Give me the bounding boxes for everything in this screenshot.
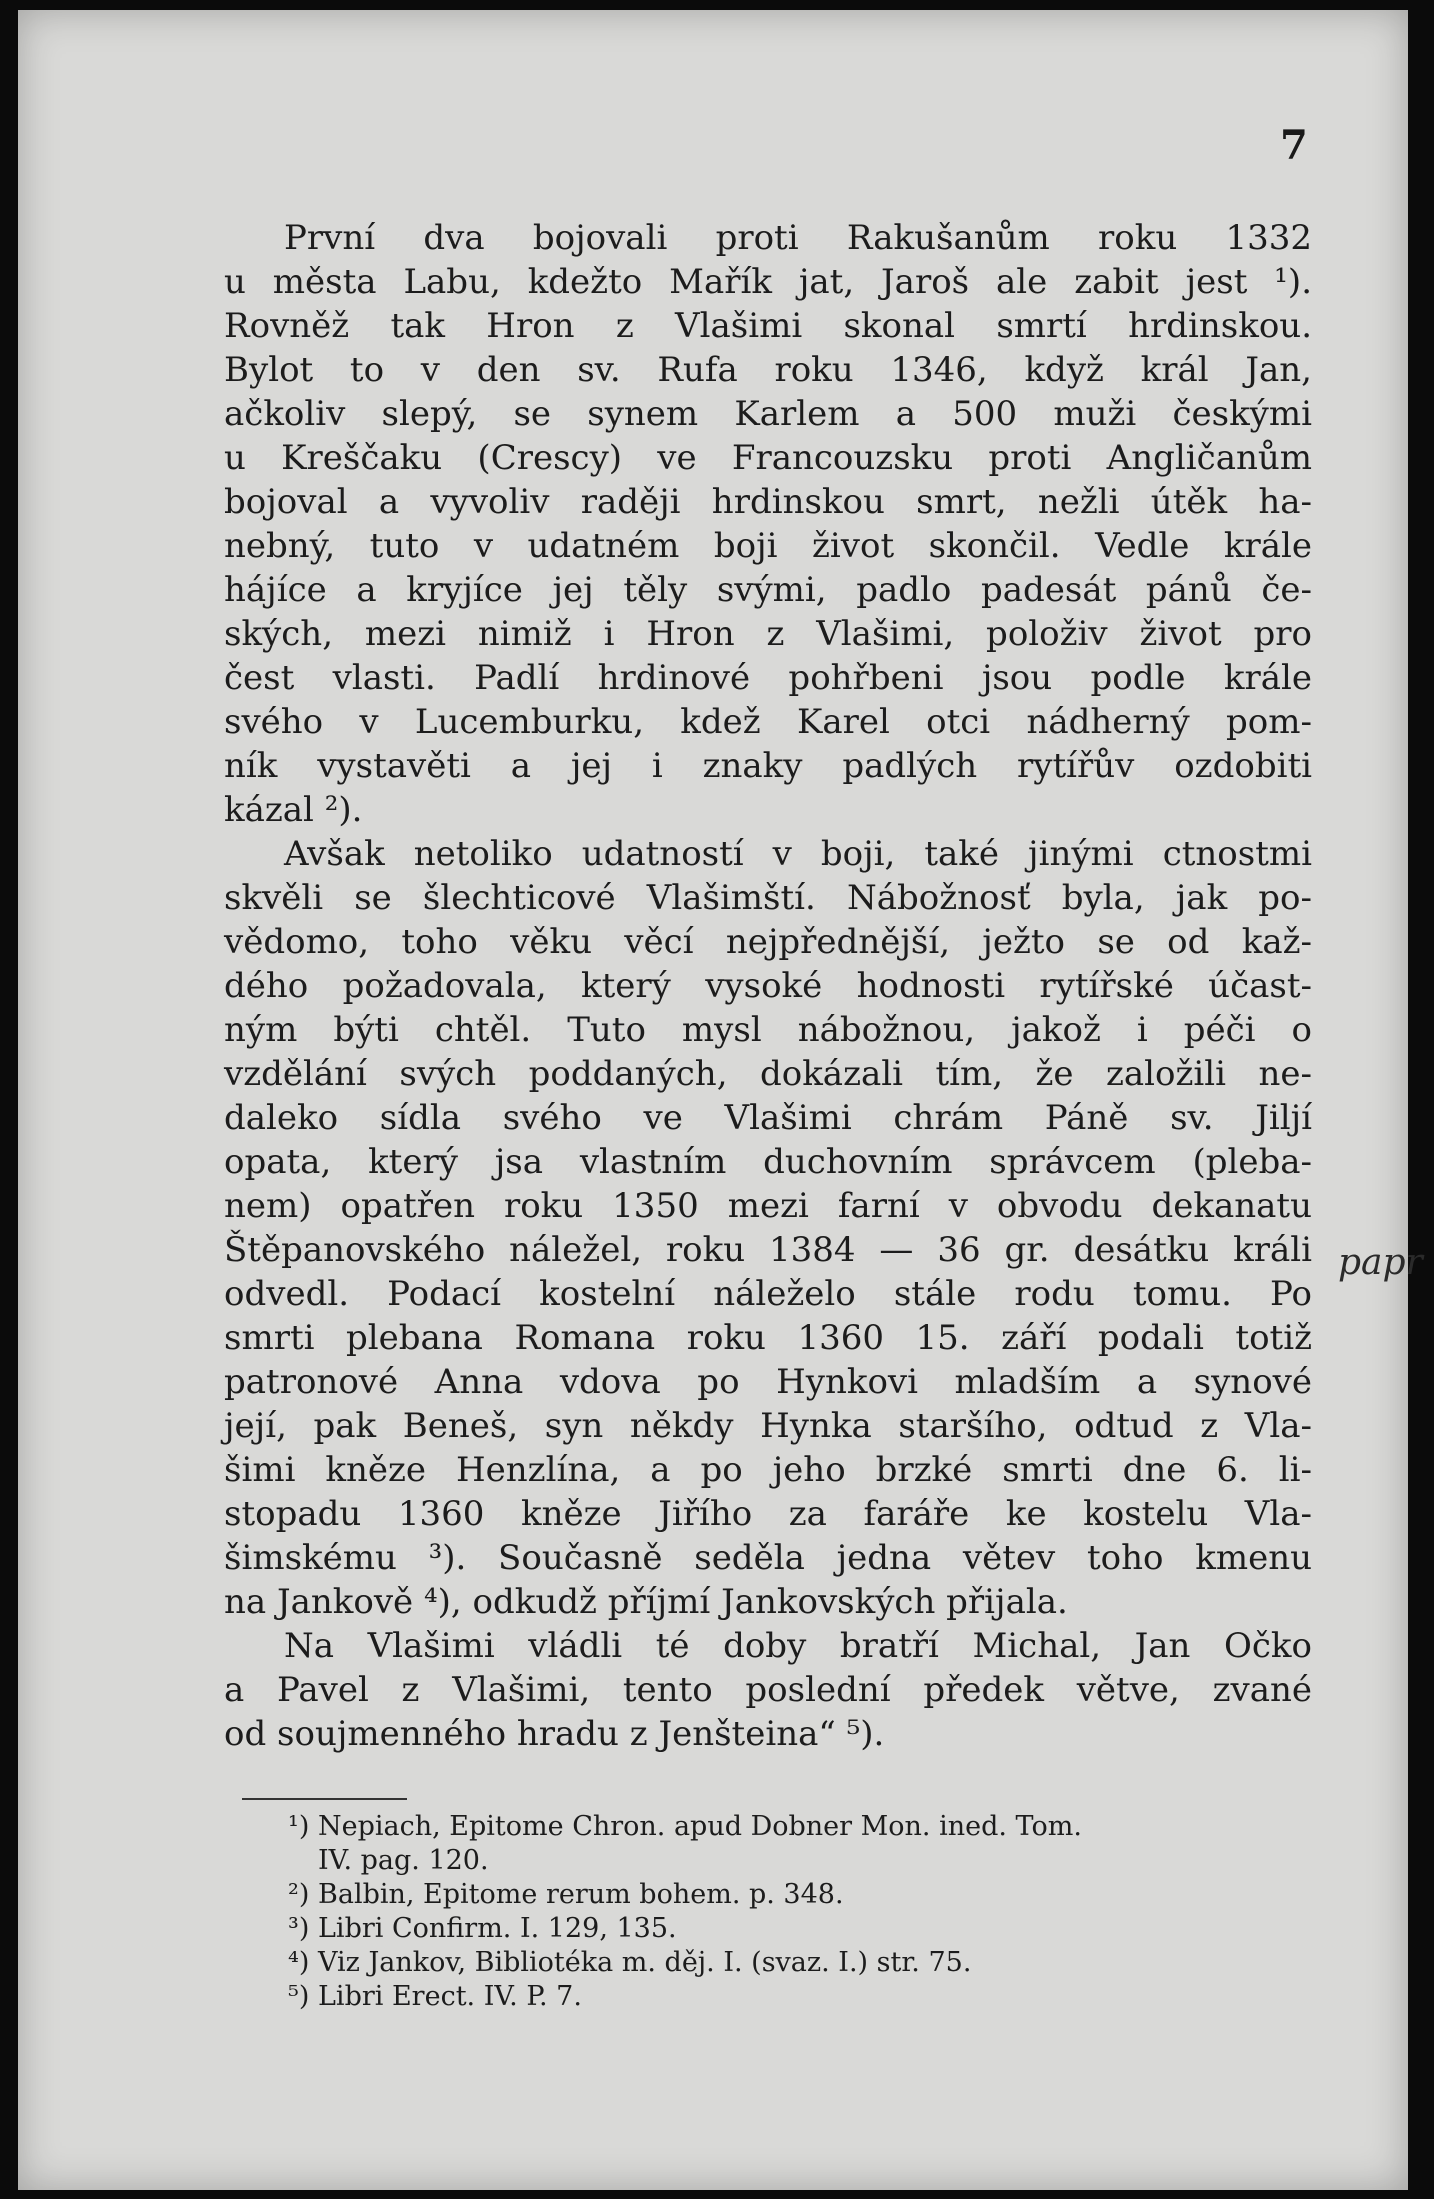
footnote-mark: ¹) <box>288 1811 310 1842</box>
text-line: šimskému ³). Současně seděla jedna větev toho kmenu <box>224 1538 1312 1578</box>
text-line: skvěli se šlechticové Vlašimští. Nábožnosť byla, jak po- <box>224 878 1312 918</box>
text-line: hájíce a kryjíce jej těly svými, padlo padesát pánů če- <box>224 570 1312 610</box>
text-line: ník vystavěti a jej i znaky padlých rytířův ozdobiti <box>224 746 1312 786</box>
text-line: její, pak Beneš, syn někdy Hynka staršího, odtud z Vla- <box>224 1406 1312 1446</box>
footnote-1 <box>288 1810 1308 1844</box>
text-line: vědomo, toho věku věcí nejpřednější, ježto se od kaž- <box>224 922 1312 962</box>
footnote-3 <box>288 1912 1308 1946</box>
text-line: svého v Lucemburku, kdež Karel otci nádherný pom- <box>224 702 1312 742</box>
text-line: Štěpanovského náležel, roku 1384 — 36 gr. desátku králi <box>224 1230 1312 1270</box>
page-number: 7 <box>1280 122 1308 169</box>
footnote-mark: ²) <box>288 1879 310 1910</box>
text-line: stopadu 1360 kněze Jiřího za faráře ke kostelu Vla- <box>224 1494 1312 1534</box>
text-line: dého požadovala, který vysoké hodnosti rytířské účast- <box>224 966 1312 1006</box>
handwritten-margin-note: papr <box>1338 1242 1423 1283</box>
text-line: kázal ²). <box>224 790 363 830</box>
text-line: opata, který jsa vlastním duchovním správcem (pleba- <box>224 1142 1312 1182</box>
text-line: odvedl. Podací kostelní náleželo stále rodu tomu. Po <box>224 1274 1312 1314</box>
text-line: od soujmenného hradu z Jenšteina“ ⁵). <box>224 1714 885 1754</box>
footnote-text: Viz Jankov, Bibliotéka m. děj. I. (svaz. I.) str. 75. <box>318 1947 972 1978</box>
text-line: smrti plebana Romana roku 1360 15. září podali totiž <box>224 1318 1312 1358</box>
footnote-mark: ³) <box>288 1913 310 1944</box>
book-page <box>18 10 1423 2190</box>
footnotes <box>288 1810 1308 2014</box>
text-line: Rovněž tak Hron z Vlašimi skonal smrtí hrdinskou. <box>224 306 1312 346</box>
text-line: ačkoliv slepý, se synem Karlem a 500 muži českými <box>224 394 1312 434</box>
text-line: Bylot to v den sv. Rufa roku 1346, když král Jan, <box>224 350 1312 390</box>
text-line: a Pavel z Vlašimi, tento poslední předek větve, zvané <box>224 1670 1312 1710</box>
text-line: ným býti chtěl. Tuto mysl nábožnou, jakož i péči o <box>224 1010 1312 1050</box>
text-line: patronové Anna vdova po Hynkovi mladším a synové <box>224 1362 1312 1402</box>
text-line: Na Vlašimi vládli té doby bratří Michal, Jan Očko <box>284 1626 1312 1666</box>
paragraph-2 <box>224 832 1312 1624</box>
footnote-2 <box>288 1878 1308 1912</box>
text-line: Avšak netoliko udatností v boji, také jinými ctnostmi <box>284 834 1312 874</box>
footnote-4 <box>288 1946 1308 1980</box>
text-line: u města Labu, kdežto Mařík jat, Jaroš ale zabit jest ¹). <box>224 262 1312 302</box>
paragraph-3 <box>224 1624 1312 1756</box>
text-line: čest vlasti. Padlí hrdinové pohřbeni jsou podle krále <box>224 658 1312 698</box>
text-line: u Kreščaku (Crescy) ve Francouzsku proti Angličanům <box>224 438 1312 478</box>
footnote-text: Libri Erect. IV. P. 7. <box>318 1981 582 2012</box>
footnote-text: Libri Confirm. I. 129, 135. <box>318 1913 677 1944</box>
footnote-text: Nepiach, Epitome Chron. apud Dobner Mon. ined. Tom. <box>318 1811 1082 1842</box>
text-line: bojoval a vyvoliv raději hrdinskou smrt, nežli útěk ha- <box>224 482 1312 522</box>
text-line: vzdělání svých poddaných, dokázali tím, že založili ne- <box>224 1054 1312 1094</box>
text-line: na Jankově ⁴), odkudž příjmí Jankovských přijala. <box>224 1582 1068 1622</box>
text-line: První dva bojovali proti Rakušanům roku 1332 <box>284 218 1312 258</box>
footnote-1-continued: IV. pag. 120. <box>318 1845 489 1876</box>
text-line: ských, mezi nimiž i Hron z Vlašimi, položiv život pro <box>224 614 1312 654</box>
footnote-5 <box>288 1980 1308 2014</box>
body-text <box>224 216 1312 1756</box>
footnote-separator <box>242 1798 407 1800</box>
text-line: daleko sídla svého ve Vlašimi chrám Páně sv. Jiljí <box>224 1098 1312 1138</box>
text-line: nem) opatřen roku 1350 mezi farní v obvodu dekanatu <box>224 1186 1312 1226</box>
text-line: nebný, tuto v udatném boji život skončil. Vedle krále <box>224 526 1312 566</box>
text-line: šimi kněze Henzlína, a po jeho brzké smrti dne 6. li- <box>224 1450 1312 1490</box>
footnote-mark: ⁵) <box>288 1981 310 2012</box>
paragraph-1 <box>224 216 1312 832</box>
footnote-mark: ⁴) <box>288 1947 310 1978</box>
footnote-text: Balbin, Epitome rerum bohem. p. 348. <box>318 1879 844 1910</box>
